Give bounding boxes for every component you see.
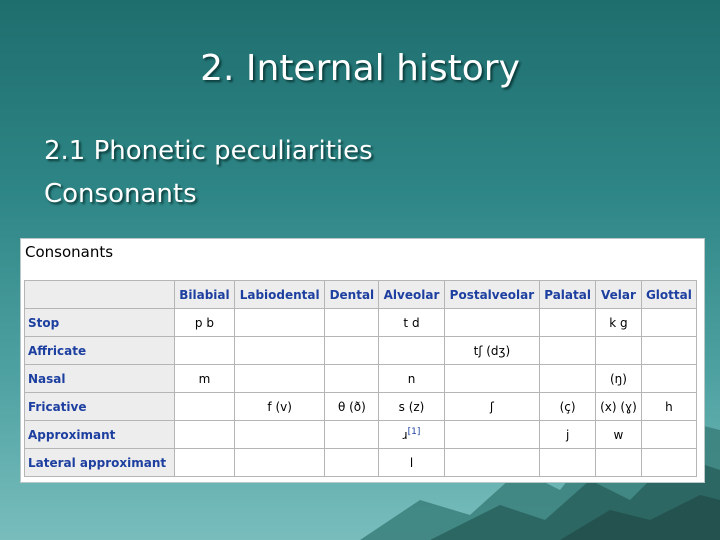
row-header-approximant[interactable]: Approximant (25, 421, 175, 449)
consonant-chart-panel (20, 238, 705, 483)
bullet-phonetic: 2.1 Phonetic peculiarities (44, 136, 373, 166)
table-cell: tʃ (dʒ) (444, 337, 539, 365)
table-row (25, 337, 697, 365)
table-cell (325, 421, 379, 449)
table-cell (234, 309, 325, 337)
bullet-consonants: Consonants (44, 179, 197, 209)
table-cell: p b (175, 309, 235, 337)
consonant-table (24, 280, 697, 477)
column-header[interactable]: Velar (596, 281, 642, 309)
column-header[interactable]: Alveolar (379, 281, 444, 309)
column-header[interactable]: Bilabial (175, 281, 235, 309)
table-cell (175, 337, 235, 365)
table-cell (325, 337, 379, 365)
table-cell: w (596, 421, 642, 449)
table-row (25, 309, 697, 337)
table-cell (540, 365, 596, 393)
table-cell: k g (596, 309, 642, 337)
column-header[interactable]: Labiodental (234, 281, 325, 309)
footnote-link[interactable]: [1] (407, 427, 421, 437)
table-cell: s (z) (379, 393, 444, 421)
table-cell (641, 365, 696, 393)
table-cell: (ŋ) (596, 365, 642, 393)
table-cell: (x) (ɣ) (596, 393, 642, 421)
table-cell: j (540, 421, 596, 449)
table-cell (540, 309, 596, 337)
table-header-row (25, 281, 697, 309)
table-cell: t d (379, 309, 444, 337)
table-cell (234, 365, 325, 393)
row-header-nasal[interactable]: Nasal (25, 365, 175, 393)
table-cell (379, 337, 444, 365)
table-cell (444, 421, 539, 449)
table-cell (234, 337, 325, 365)
table-cell (641, 337, 696, 365)
row-header-affricate[interactable]: Affricate (25, 337, 175, 365)
table-row (25, 449, 697, 477)
table-cell (540, 449, 596, 477)
table-cell (175, 449, 235, 477)
table-cell: m (175, 365, 235, 393)
table-cell: (ç) (540, 393, 596, 421)
table-cell: ʃ (444, 393, 539, 421)
table-cell: f (v) (234, 393, 325, 421)
table-row (25, 365, 697, 393)
table-cell (325, 365, 379, 393)
chart-heading: Consonants (25, 243, 114, 261)
table-cell-alveolar-approximant (379, 421, 444, 449)
corner-cell (25, 281, 175, 309)
slide-title: 2. Internal history (200, 48, 520, 89)
row-header-lateral-approximant[interactable]: Lateral approximant (25, 449, 175, 477)
table-cell (175, 421, 235, 449)
table-cell (596, 449, 642, 477)
table-cell (444, 365, 539, 393)
table-cell: n (379, 365, 444, 393)
table-cell (234, 449, 325, 477)
column-header[interactable]: Glottal (641, 281, 696, 309)
table-cell (641, 421, 696, 449)
table-cell (641, 449, 696, 477)
table-row (25, 393, 697, 421)
row-header-fricative[interactable]: Fricative (25, 393, 175, 421)
column-header[interactable]: Postalveolar (444, 281, 539, 309)
column-header[interactable]: Dental (325, 281, 379, 309)
table-cell (325, 449, 379, 477)
table-cell (175, 393, 235, 421)
table-cell (596, 337, 642, 365)
table-cell (444, 309, 539, 337)
table-cell (325, 309, 379, 337)
table-cell: l (379, 449, 444, 477)
table-cell (234, 421, 325, 449)
column-header[interactable]: Palatal (540, 281, 596, 309)
cell-text: ɹ (402, 428, 408, 442)
table-row (25, 421, 697, 449)
row-header-stop[interactable]: Stop (25, 309, 175, 337)
table-cell (444, 449, 539, 477)
table-cell: h (641, 393, 696, 421)
table-cell (540, 337, 596, 365)
table-cell (641, 309, 696, 337)
table-cell: θ (ð) (325, 393, 379, 421)
